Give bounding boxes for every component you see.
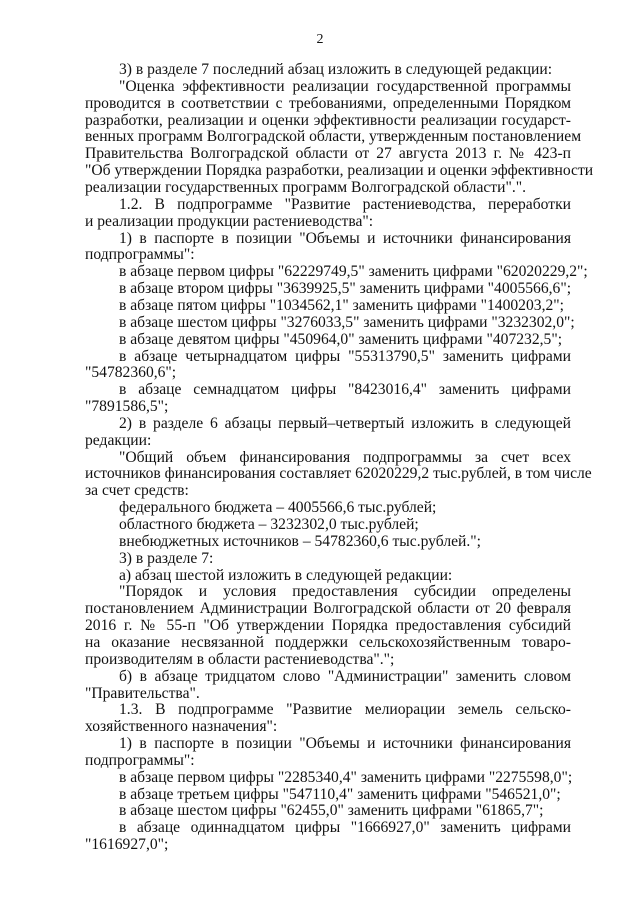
- text-line: 1.2. В подпрограмме "Развитие растениеводства, переработки: [119, 195, 571, 213]
- text-line: 1) в паспорте в позиции "Объемы и источники финансирования: [119, 229, 571, 247]
- text-line: источников финансирования составляет 62020229,2 тыс.рублей, в том числе: [85, 465, 592, 483]
- text-line: за счет средств:: [85, 482, 189, 500]
- text-line: 2016 г. № 55-п "Об утверждении Порядка предоставления субсидий: [85, 617, 571, 635]
- text-line: в абзаце шестом цифры "62455,0" заменить цифрами "61865,7";: [119, 802, 544, 820]
- text-line: в абзаце девятом цифры "450964,0" заменить цифрами "407232,5";: [119, 330, 563, 348]
- text-line: областного бюджета – 3232302,0 тыс.рублей;: [119, 516, 419, 533]
- text-line: постановлением Администрации Волгоградской области от 20 февраля: [85, 600, 571, 618]
- text-line: хозяйственного назначения":: [85, 718, 278, 736]
- text-line: 2) в разделе 6 абзацы первый–четвертый изложить в следующей: [119, 414, 571, 432]
- text-line: "7891586,5";: [85, 398, 169, 415]
- text-line: "1616927,0";: [85, 836, 169, 854]
- text-line: "Оценка эффективности реализации государственной программы: [119, 77, 571, 95]
- text-line: б) в абзаце тридцатом слово "Администрации" заменить словом: [119, 667, 571, 685]
- text-line: "Об утверждении Порядка разработки, реализации и оценки эффективности: [85, 162, 594, 180]
- text-line: 1.3. В подпрограмме "Развитие мелиорации земель сельско-: [119, 701, 571, 719]
- text-line: редакции:: [85, 431, 152, 449]
- text-line: 3) в разделе 7 последний абзац изложить в следующей редакции:: [119, 61, 553, 78]
- text-line: "Общий объем финансирования подпрограммы за счет всех: [119, 448, 571, 466]
- text-line: федерального бюджета – 4005566,6 тыс.рублей;: [119, 499, 437, 517]
- text-line: в абзаце семнадцатом цифры "8423016,4" заменить цифрами: [119, 381, 571, 399]
- text-line: 1) в паспорте в позиции "Объемы и источники финансирования: [119, 735, 571, 752]
- text-line: внебюджетных источников – 54782360,6 тыс.рублей.";: [119, 532, 481, 550]
- text-line: производителям в области растениеводства".";: [85, 650, 395, 668]
- text-line: венных программ Волгоградской области, утвержденным постановлением: [85, 128, 582, 146]
- text-line: подпрограммы":: [85, 246, 195, 264]
- text-line: проводится в соответствии с требованиями, определенными Порядком: [85, 94, 571, 112]
- text-line: а) абзац шестой изложить в следующей редакции:: [119, 566, 453, 584]
- text-line: в абзаце одиннадцатом цифры "1666927,0" заменить цифрами: [119, 819, 571, 837]
- text-line: в абзаце втором цифры "3639925,5" заменить цифрами "4005566,6";: [119, 280, 572, 298]
- text-line: в абзаце первом цифры "2285340,4" заменить цифрами "2275598,0";: [119, 768, 573, 786]
- text-line: и реализации продукции растениеводства":: [85, 212, 374, 230]
- text-line: подпрограммы":: [85, 751, 195, 769]
- text-line: "Правительства".: [85, 684, 200, 702]
- text-line: разработки, реализации и оценки эффективности реализации государст-: [85, 111, 571, 129]
- text-line: "Порядок и условия предоставления субсидии определены: [119, 583, 571, 601]
- text-line: "54782360,6";: [85, 364, 177, 382]
- text-line: в абзаце четырнадцатом цифры "55313790,5" заменить цифрами: [119, 347, 571, 365]
- text-line: на оказание несвязанной поддержки сельскохозяйственным товаро-: [85, 633, 571, 651]
- text-line: в абзаце пятом цифры "1034562,1" заменить цифрами "1400203,2";: [119, 296, 564, 314]
- text-line: в абзаце третьем цифры "547110,4" заменить цифрами "546521,0";: [119, 785, 561, 803]
- text-line: в абзаце шестом цифры "3276033,5" заменить цифрами "3232302,0";: [119, 313, 575, 331]
- page-number: 2: [316, 32, 324, 47]
- text-line: Правительства Волгоградской области от 27 августа 2013 г. № 423-п: [85, 145, 571, 163]
- text-line: 3) в разделе 7:: [119, 549, 214, 567]
- text-line: в абзаце первом цифры "62229749,5" заменить цифрами "62020229,2";: [119, 263, 588, 281]
- text-line: реализации государственных программ Волгоградской области".".: [85, 179, 526, 196]
